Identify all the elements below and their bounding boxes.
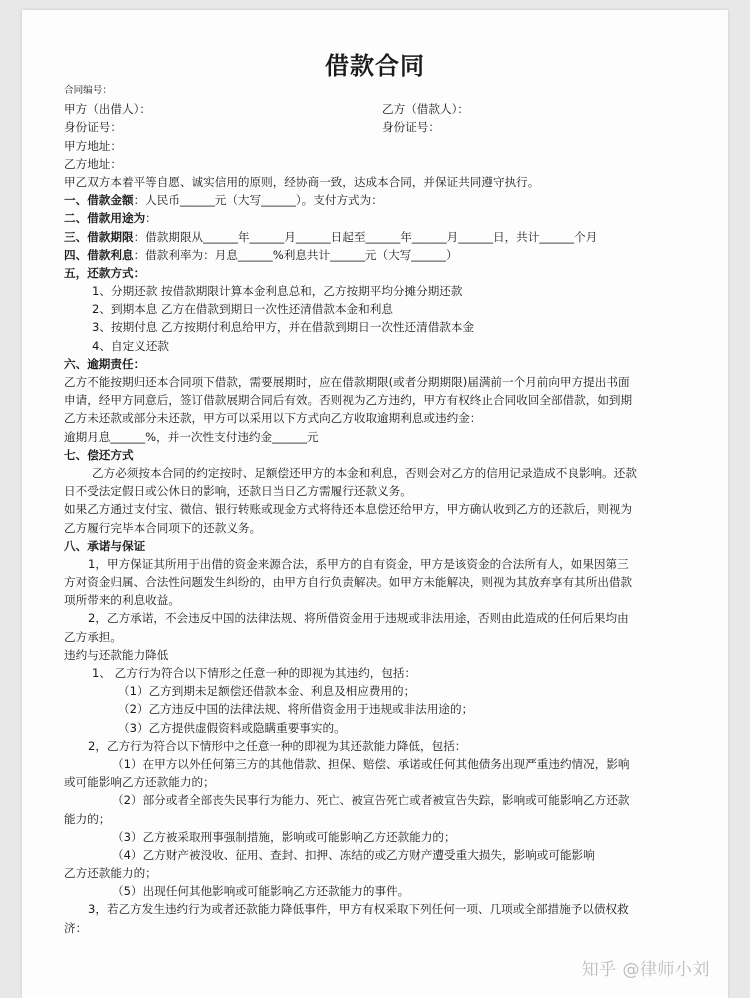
section-purpose-heading: 二、借款用途为 xyxy=(64,211,146,226)
section-warranty-heading: 八、承诺与保证 xyxy=(64,538,146,553)
list-item: （2）部分或者全部丧失民事行为能力、死亡、被宣告死亡或者被宣告失踪，影响或可能影响乙方还款 xyxy=(112,793,630,808)
party-row xyxy=(64,100,704,118)
paragraph-line: 日不受法定假日或公休日的影响，还款日当日乙方需履行还款义务。 xyxy=(64,484,412,499)
list-item: 乙方还款能力的； xyxy=(64,866,157,881)
repayment-option: 2、到期本息 乙方在借款到期日一次性还清借款本金和利息 xyxy=(92,302,393,317)
party-b-address: 乙方地址： xyxy=(64,156,122,171)
list-item: （3）乙方提供虚假资料或隐瞒重要事实的。 xyxy=(118,720,346,735)
list-item: （1）乙方到期未足额偿还借款本金、利息及相应费用的； xyxy=(118,684,416,699)
repayment-option: 4、自定义还款 xyxy=(92,338,169,353)
paragraph-line: 乙方履行完毕本合同项下的还款义务。 xyxy=(64,520,262,535)
paragraph-line: 2，乙方行为符合以下情形中之任意一种的即视为其还款能力降低，包括： xyxy=(88,738,467,753)
repayment-option: 1、分期还款 按借款期限计算本金利息总和，乙方按期平均分摊分期还款 xyxy=(92,284,463,299)
list-item: （1）在甲方以外任何第三方的其他借款、担保、赔偿、承诺或任何其他债务出现严重违约情况，影响 xyxy=(112,756,630,771)
section-term xyxy=(64,228,704,246)
paragraph-line: 1，甲方保证其所用于出借的资金来源合法，系甲方的自有资金，甲方是该资金的合法所有人，如果因第三 xyxy=(88,556,629,571)
list-item: 或可能影响乙方还款能力的； xyxy=(64,775,215,790)
intro-paragraph: 甲乙双方本着平等自愿、诚实信用的原则，经协商一致，达成本合同，并保证共同遵守执行。 xyxy=(64,174,540,189)
list-item: （4）乙方财产被没收、征用、查封、扣押、冻结的或乙方财产遭受重大损失，影响或可能影响 xyxy=(112,847,595,862)
paragraph-line: 逾期月息______%，并一次性支付违约金______元 xyxy=(64,429,319,444)
section-interest-text: ：借款利率为：月息______%利息共计______元（大写______） xyxy=(133,247,458,262)
section-term-heading: 三、借款期限 xyxy=(64,229,134,244)
section-amount-text: ：人民币______元（大写______）。支付方式为： xyxy=(133,193,383,208)
paragraph-line: 3，若乙方发生违约行为或者还款能力降低事件，甲方有权采取下列任何一项、几项或全部措施予以债权救 xyxy=(88,902,629,917)
contract-number: 合同编号： xyxy=(64,85,112,96)
paragraph-line: 乙方必须按本合同的约定按时、足额偿还甲方的本金和利息，否则会对乙方的信用记录造成不良影响。还款 xyxy=(92,465,637,480)
paragraph-line: 方对资金归属、合法性问题发生纠纷的，由甲方自行负责解决。如甲方未能解决，则视为其放弃享有其所出借款 xyxy=(64,575,633,590)
paragraph-line: 2，乙方承诺，不会违反中国的法律法规、将所借资金用于违规或非法用途，否则由此造成的任何后果均由 xyxy=(88,611,629,626)
paragraph-line: 乙方不能按期归还本合同项下借款，需要展期时，应在借款期限(或者分期期限)届满前一个月前向甲方提出书面 xyxy=(64,375,630,389)
id-row xyxy=(64,118,704,136)
paragraph-line: 济： xyxy=(64,920,88,935)
paragraph-line: 项所带来的利息收益。 xyxy=(64,593,180,608)
section-term-text: ：借款期限从______年______月______日起至______年______月______日，共计______个月 xyxy=(133,229,598,244)
section-default-heading: 违约与还款能力降低 xyxy=(64,647,169,662)
contract-body xyxy=(64,82,704,937)
section-interest-heading: 四、借款利息 xyxy=(64,247,134,262)
section-repayment-heading: 五，还款方式： xyxy=(64,265,146,280)
section-method-heading: 七、偿还方式 xyxy=(64,447,134,462)
list-item: 能力的； xyxy=(64,811,111,826)
section-amount-heading: 一、借款金额 xyxy=(64,193,134,208)
party-b-label: 乙方（借款人）： xyxy=(382,102,469,117)
repayment-option: 3、按期付息 乙方按期付利息给甲方，并在借款到期日一次性还清借款本金 xyxy=(92,320,475,335)
party-b-id-label: 身份证号： xyxy=(382,120,440,135)
watermark: 知乎 @律师小刘 xyxy=(581,960,710,980)
section-purpose-text: ： xyxy=(145,211,157,226)
party-a-id-label: 身份证号： xyxy=(64,120,122,135)
list-item: （2）乙方违反中国的法律法规、将所借资金用于违规或非法用途的； xyxy=(118,702,474,717)
paragraph-line: 乙方未还款或部分未还款，甲方可以采用以下方式向乙方收取逾期利息或违约金： xyxy=(64,411,482,426)
paragraph-line: 1、 乙方行为符合以下情形之任意一种的即视为其违约，包括： xyxy=(92,666,417,680)
section-interest xyxy=(64,246,704,264)
party-a-address: 甲方地址： xyxy=(64,138,122,153)
paragraph-line: 乙方承担。 xyxy=(64,629,122,644)
contract-page xyxy=(22,10,728,998)
paragraph-line: 如果乙方通过支付宝、微信、银行转账或现金方式将待还本息偿还给甲方，甲方确认收到乙方的还款后，则视为 xyxy=(64,502,633,517)
section-overdue-heading: 六、逾期责任： xyxy=(64,356,146,371)
paragraph-line: 申请，经甲方同意后，签订借款展期合同后有效。否则视为乙方违约，甲方有权终止合同收回全部借款，如到期 xyxy=(64,393,633,408)
list-item: （5）出现任何其他影响或可能影响乙方还款能力的事件。 xyxy=(112,884,410,899)
page-title: 借款合同 xyxy=(325,52,425,80)
section-amount xyxy=(64,191,704,209)
list-item: （3）乙方被采取刑事强制措施，影响或可能影响乙方还款能力的； xyxy=(112,829,456,844)
section-purpose xyxy=(64,209,704,227)
party-a-label: 甲方（出借人）： xyxy=(64,102,151,117)
